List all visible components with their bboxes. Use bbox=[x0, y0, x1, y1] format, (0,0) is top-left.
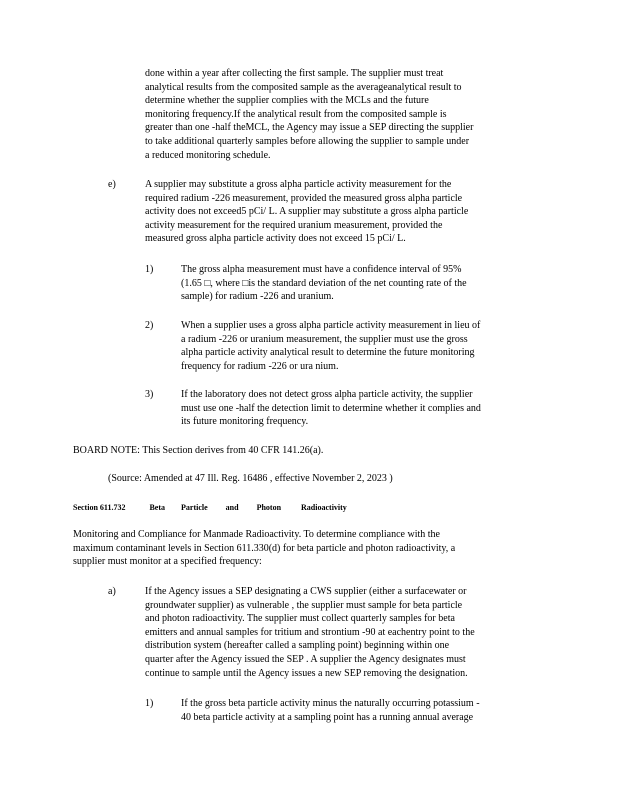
section-title-word: and bbox=[225, 503, 239, 512]
source-note: (Source: Amended at 47 Ill. Reg. 16486 , effective November 2, 2023 ) bbox=[108, 473, 393, 484]
text-line: alpha particle activity analytical result to determine the future monitoring bbox=[181, 347, 475, 359]
text-line: continue to sample until the Agency issues a new SEP removing the designation. bbox=[145, 667, 468, 679]
text-line: analytical results from the composited sample as the averageanalytical result to bbox=[145, 81, 462, 93]
section-title-word: Radioactivity bbox=[301, 503, 347, 512]
text-line: sample) for radium -226 and uranium. bbox=[181, 291, 334, 303]
text-line: must use one -half the detection limit to determine whether it complies and bbox=[181, 402, 481, 414]
section-heading bbox=[73, 503, 347, 512]
text-line: maximum contaminant levels in Section 611.330(d) for beta particle and photon radioactivity, a bbox=[73, 542, 456, 554]
text-line: frequency for radium -226 or ura nium. bbox=[181, 360, 339, 372]
item-e-label: e) bbox=[108, 179, 116, 190]
text-line: measured gross alpha particle activity does not exceed 15 pCi/ L. bbox=[145, 233, 406, 245]
item-e1-text bbox=[181, 263, 467, 304]
text-line: distribution system (hereafter called a sampling point) beginning within one bbox=[145, 640, 450, 652]
text-line: activity measurement for the required uranium measurement, provided the bbox=[145, 219, 443, 231]
text-line: A supplier may substitute a gross alpha particle activity measurement for the bbox=[145, 179, 452, 190]
text-line: (1.65 □, where □is the standard deviation of the net counting rate of the bbox=[181, 277, 467, 289]
text-line: supplier must monitor at a specified frequency: bbox=[73, 556, 262, 568]
section-number: Section 611.732 bbox=[73, 503, 126, 512]
text-line: activity does not exceed5 pCi/ L. A supplier may substitute a gross alpha particle bbox=[145, 206, 469, 218]
text-line: required radium -226 measurement, provided the measured gross alpha particle bbox=[145, 192, 463, 204]
board-note: BOARD NOTE: This Section derives from 40 CFR 141.26(a). bbox=[73, 445, 324, 456]
item-a-text bbox=[145, 585, 475, 680]
text-line: a radium -226 or uranium measurement, the supplier must use the gross bbox=[181, 333, 468, 345]
item-e3-label: 3) bbox=[145, 389, 154, 400]
section-title-word: Beta bbox=[149, 503, 166, 512]
text-line: greater than one -half theMCL, the Agency may issue a SEP directing the supplier bbox=[145, 122, 474, 134]
section-title-word: Particle bbox=[181, 503, 208, 512]
item-e-text bbox=[145, 178, 468, 246]
text-line: If the gross beta particle activity minus the naturally occurring potassium - bbox=[181, 698, 480, 709]
para-top bbox=[145, 67, 473, 162]
para-intro bbox=[73, 528, 455, 569]
text-line: quarter after the Agency issued the SEP . A supplier the Agency designates must bbox=[145, 653, 466, 665]
item-a1-text bbox=[181, 697, 480, 724]
text-line: The gross alpha measurement must have a confidence interval of 95% bbox=[181, 264, 462, 275]
text-line: emitters and annual samples for tritium and strontium -90 at eachentry point to the bbox=[145, 626, 475, 638]
item-e2-text bbox=[181, 319, 480, 373]
item-e3-text bbox=[181, 388, 481, 429]
text-line: a reduced monitoring schedule. bbox=[145, 149, 271, 161]
text-line: monitoring frequency.If the analytical result from the composited sample is bbox=[145, 108, 447, 120]
text-line: If the laboratory does not detect gross alpha particle activity, the supplier bbox=[181, 389, 473, 400]
text-line: When a supplier uses a gross alpha particle activity measurement in lieu of bbox=[181, 320, 481, 331]
item-a-label: a) bbox=[108, 586, 116, 597]
item-e1-label: 1) bbox=[145, 264, 154, 275]
text-line: done within a year after collecting the first sample. The supplier must treat bbox=[145, 68, 444, 79]
text-line: Monitoring and Compliance for Manmade Radioactivity. To determine compliance with the bbox=[73, 529, 440, 540]
text-line: If the Agency issues a SEP designating a CWS supplier (either a surfacewater or bbox=[145, 586, 467, 597]
item-a1-label: 1) bbox=[145, 698, 154, 709]
text-line: determine whether the supplier complies with the MCLs and the future bbox=[145, 95, 429, 107]
text-line: 40 beta particle activity at a sampling point has a running annual average bbox=[181, 711, 474, 723]
item-e2-label: 2) bbox=[145, 320, 154, 331]
text-line: and photon radioactivity. The supplier must collect quarterly samples for beta bbox=[145, 613, 455, 625]
text-line: to take additional quarterly samples before allowing the supplier to sample under bbox=[145, 135, 470, 147]
text-line: its future monitoring frequency. bbox=[181, 416, 309, 428]
section-title-word: Photon bbox=[256, 503, 282, 512]
text-line: groundwater supplier) as vulnerable , the supplier must sample for beta particle bbox=[145, 599, 463, 611]
